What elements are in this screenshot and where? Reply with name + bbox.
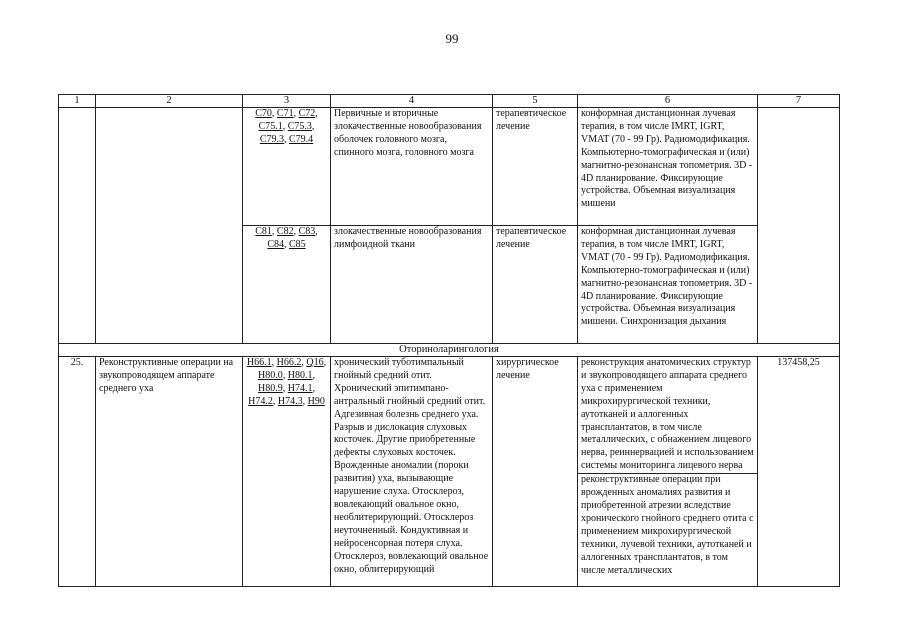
icd-code: H74.2 bbox=[248, 395, 273, 407]
diagnosis-cell: злокачественные новообразования лимфоидной ткани bbox=[331, 226, 493, 344]
icd-code: H80.1 bbox=[287, 369, 313, 381]
diagnosis-cell: Первичные и вторичные злокачественные новообразования оболочек головного мозга, спинного мозга, головного мозга bbox=[331, 108, 493, 226]
procedure-name: Реконструктивные операции на звукопроводящем аппарате среднего уха bbox=[96, 357, 243, 587]
icd-code: C79.4 bbox=[289, 133, 314, 145]
medical-care-table bbox=[58, 94, 840, 587]
icd-codes-cell: H66.1, H66.2, Q16, H80.0, H80.1, H80.9, H74.1, H74.2, H74.3, H90 bbox=[243, 357, 331, 587]
icd-code: C75.3 bbox=[287, 120, 312, 132]
icd-code: H66.2 bbox=[276, 357, 302, 368]
header-row bbox=[59, 95, 840, 108]
treatment-type-cell: терапевтическое лечение bbox=[493, 226, 578, 344]
icd-code: C83 bbox=[298, 226, 316, 237]
icd-code: Q16 bbox=[306, 357, 324, 368]
icd-code: C79.3 bbox=[259, 133, 284, 145]
method-cell: конформная дистанционная лучевая терапия, в том числе IMRT, IGRT, VMAT (70 - 99 Гр). Радиомодификация. Компьютерно-томографическая и (или) магнитно-резонансная топометрия. 3D - 4D планирование. Фиксирующие устройства. Объемная визуализация мишени. Синхронизация дыхания bbox=[578, 226, 758, 344]
method-cell: конформная дистанционная лучевая терапия, в том числе IMRT, IGRT, VMAT (70 - 99 Гр). Радиомодификация. Компьютерно-томографическая и (или) магнитно-резонансная топометрия. 3D - 4D планирование. Фиксирующие устройства. Объемная визуализация мишени bbox=[578, 108, 758, 226]
cost-cell: 137458,25 bbox=[758, 357, 840, 587]
column-header: 4 bbox=[331, 95, 493, 108]
method-cell bbox=[578, 357, 758, 587]
column-header: 7 bbox=[758, 95, 840, 108]
icd-codes-cell: C81, C82, C83, C84, C85 bbox=[243, 226, 331, 344]
table-row bbox=[59, 108, 840, 226]
column-header: 6 bbox=[578, 95, 758, 108]
icd-code: C75.1 bbox=[258, 120, 283, 132]
icd-code: C70 bbox=[255, 108, 272, 119]
section-title: Оториноларингология bbox=[59, 344, 840, 357]
icd-code: H80.0 bbox=[258, 369, 283, 381]
icd-code: C84 bbox=[267, 238, 284, 250]
icd-code: C72 bbox=[298, 108, 316, 119]
icd-codes-cell: C70, C71, C72, C75.1, C75.3, C79.3, C79.4 bbox=[243, 108, 331, 226]
icd-code: C82 bbox=[276, 226, 294, 237]
column-header: 1 bbox=[59, 95, 96, 108]
row-number: 25. bbox=[59, 357, 96, 587]
table-row bbox=[59, 357, 840, 587]
column-header: 3 bbox=[243, 95, 331, 108]
column-header: 5 bbox=[493, 95, 578, 108]
column-header: 2 bbox=[96, 95, 243, 108]
icd-code: C81 bbox=[255, 226, 272, 237]
icd-code: H66.1 bbox=[246, 357, 272, 368]
icd-code: H74.1 bbox=[287, 382, 313, 394]
page-number: 99 bbox=[445, 31, 459, 46]
method-option: реконструкция анатомических структур и звукопроводящего аппарата среднего уха с применением микрохирургической техники, аутотканей и аллогенных трансплантатов, в том числе металлических, с обнажением лицевого нерва, реиннервацией и использованием системы мониторинга лицевого нерва bbox=[581, 357, 754, 472]
name-cell-empty bbox=[96, 108, 243, 344]
icd-code: C85 bbox=[289, 238, 306, 250]
method-option: реконструктивные операции при врожденных аномалиях развития и приобретенной атрезии вследствие хронического гнойного среднего отита с применением микрохирургической техники, лучевой техники, аутотканей и аллогенных трансплантатов, в том числе металлических bbox=[578, 473, 757, 577]
cost-cell-empty bbox=[758, 108, 840, 344]
icd-code: H80.9 bbox=[258, 382, 283, 394]
number-cell-empty bbox=[59, 108, 96, 344]
treatment-type-cell: терапевтическое лечение bbox=[493, 108, 578, 226]
treatment-type-cell: хирургическое лечение bbox=[493, 357, 578, 587]
icd-code: H74.3 bbox=[277, 395, 303, 407]
icd-code: C71 bbox=[276, 108, 294, 119]
section-row bbox=[59, 344, 840, 357]
diagnosis-cell: хронический туботимпальный гнойный средний отит. Хронический эпитимпано-антральный гнойный средний отит. Адгезивная болезнь среднего уха. Разрыв и дислокация слуховых косточек. Другие приобретенные дефекты слуховых косточек. Врожденные аномалии (пороки развития) уха, вызывающие нарушение слуха. Отосклероз, вовлекающий овальное окно, необлитерирующий. Отосклероз неуточненный. Кондуктивная и нейросенсорная потеря слуха. Отосклероз, вовлекающий овальное окно, облитерирующий bbox=[331, 357, 493, 587]
icd-code: H90 bbox=[307, 395, 325, 407]
